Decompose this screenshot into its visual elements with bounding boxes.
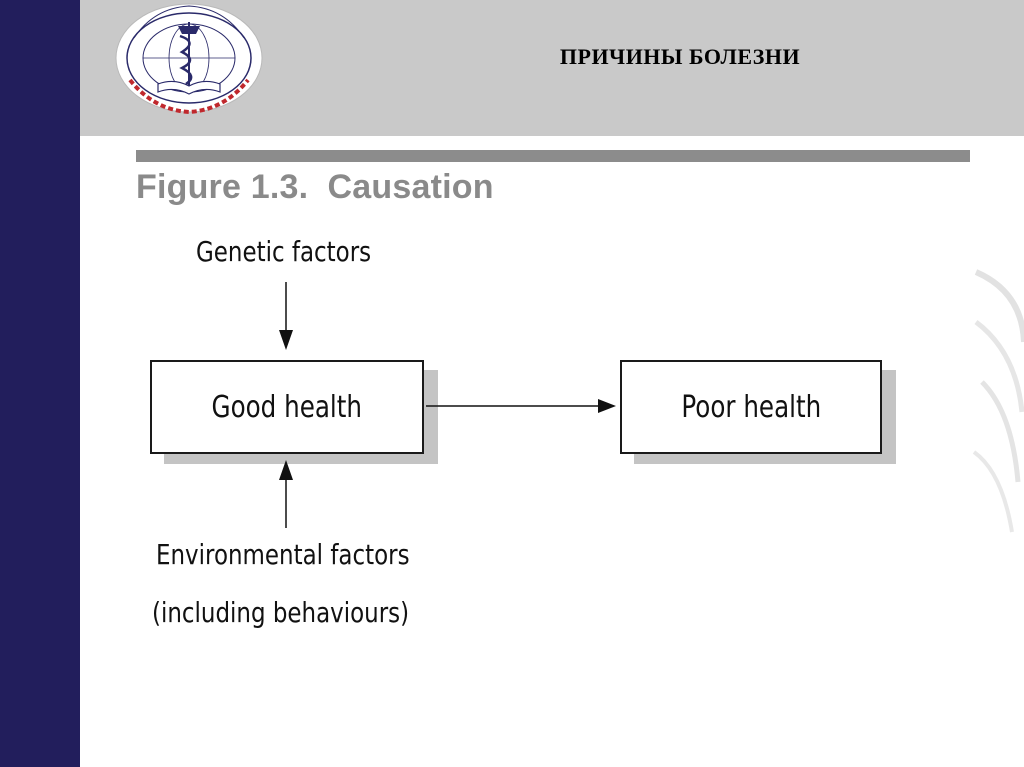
arrow-environment-head — [279, 460, 293, 480]
arrow-genetic-head — [279, 330, 293, 350]
good-health-label: Good health — [211, 389, 363, 425]
background-watermark-fragment — [972, 262, 1024, 542]
including-behaviours-label: (including behaviours) — [152, 596, 410, 629]
figure-caption: Figure 1.3. Causation — [136, 168, 494, 206]
poor-health-label: Poor health — [681, 389, 821, 425]
arrow-good-to-poor-head — [598, 399, 616, 413]
genetic-factors-label: Genetic factors — [196, 235, 372, 268]
slide-title: ПРИЧИНЫ БОЛЕЗНИ — [559, 44, 801, 69]
environmental-factors-label: Environmental factors — [156, 538, 410, 571]
